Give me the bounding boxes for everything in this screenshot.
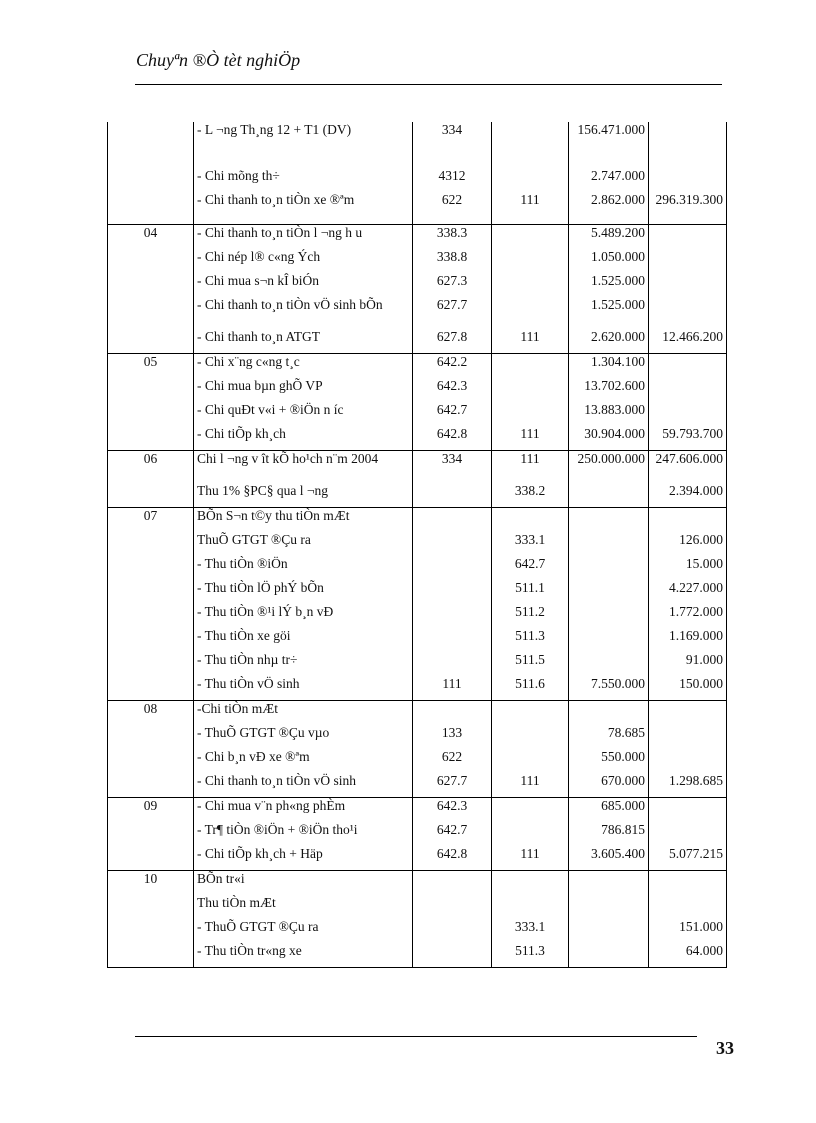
cell-desc: - Chi b¸n vÐ xe ®ªm	[194, 749, 413, 773]
cell-debit	[413, 895, 492, 919]
cell-amount: 2.862.000	[569, 192, 649, 225]
cell-credit	[492, 402, 569, 426]
cell-credit	[492, 273, 569, 297]
cell-credit: 111	[492, 451, 569, 484]
cell-desc: - Chi mua s¬n kÎ biÓn	[194, 273, 413, 297]
cell-total	[649, 871, 727, 896]
cell-debit	[413, 604, 492, 628]
cell-no: 07	[108, 508, 194, 533]
cell-no	[108, 329, 194, 354]
cell-total	[649, 122, 727, 168]
cell-desc: Thu 1% §PC§ qua l ¬ng	[194, 483, 413, 508]
cell-credit	[492, 508, 569, 533]
cell-no	[108, 556, 194, 580]
cell-debit: 642.3	[413, 798, 492, 823]
table-row	[108, 943, 727, 968]
table-row	[108, 378, 727, 402]
cell-amount: 786.815	[569, 822, 649, 846]
table-row	[108, 871, 727, 896]
cell-desc: BÕn tr«i	[194, 871, 413, 896]
table-row	[108, 192, 727, 225]
cell-amount: 1.525.000	[569, 273, 649, 297]
cell-credit	[492, 822, 569, 846]
page-header-title: Chuyªn ®Ò tèt nghiÖp	[136, 50, 301, 70]
cell-desc: - Chi thanh to¸n tiÒn vÖ sinh	[194, 773, 413, 798]
cell-no	[108, 943, 194, 968]
cell-amount	[569, 895, 649, 919]
cell-no: 09	[108, 798, 194, 823]
cell-desc: BÕn S¬n t©y thu tiÒn mÆt	[194, 508, 413, 533]
cell-total	[649, 354, 727, 379]
table-row	[108, 725, 727, 749]
cell-debit	[413, 556, 492, 580]
cell-amount	[569, 919, 649, 943]
table-row	[108, 451, 727, 484]
table-row	[108, 297, 727, 329]
table-row	[108, 822, 727, 846]
cell-no	[108, 749, 194, 773]
cell-desc: - Chi thanh to¸n ATGT	[194, 329, 413, 354]
cell-total: 91.000	[649, 652, 727, 676]
cell-debit	[413, 919, 492, 943]
table-row	[108, 249, 727, 273]
cell-amount: 1.525.000	[569, 297, 649, 329]
cell-total	[649, 297, 727, 329]
cell-no	[108, 895, 194, 919]
cell-amount: 550.000	[569, 749, 649, 773]
cell-amount: 13.702.600	[569, 378, 649, 402]
cell-credit: 511.1	[492, 580, 569, 604]
cell-desc: - Thu tiÒn tr«ng xe	[194, 943, 413, 968]
header-rule	[135, 84, 722, 85]
cell-no	[108, 532, 194, 556]
cell-desc: - Chi tiÕp kh¸ch + Häp	[194, 846, 413, 871]
cell-amount	[569, 508, 649, 533]
cell-credit: 511.5	[492, 652, 569, 676]
table-row	[108, 402, 727, 426]
table-row	[108, 580, 727, 604]
table-row	[108, 532, 727, 556]
cell-credit	[492, 354, 569, 379]
cell-no: 06	[108, 451, 194, 508]
cell-desc: - Chi thanh to¸n tiÒn xe ®ªm	[194, 192, 413, 225]
cell-no	[108, 846, 194, 871]
cell-total: 64.000	[649, 943, 727, 968]
page-number: 33	[716, 1038, 734, 1058]
table-row	[108, 919, 727, 943]
cell-no: 04	[108, 225, 194, 250]
cell-credit	[492, 749, 569, 773]
cell-debit: 622	[413, 749, 492, 773]
table-row	[108, 773, 727, 798]
cell-amount: 156.471.000	[569, 122, 649, 168]
cell-total: 247.606.000	[649, 451, 727, 484]
cell-debit	[413, 580, 492, 604]
cell-no	[108, 580, 194, 604]
cell-credit	[492, 798, 569, 823]
table-row	[108, 508, 727, 533]
cell-credit: 511.3	[492, 943, 569, 968]
cell-amount: 30.904.000	[569, 426, 649, 451]
table-row	[108, 798, 727, 823]
cell-debit: 642.2	[413, 354, 492, 379]
cell-credit: 333.1	[492, 532, 569, 556]
cell-desc: - Chi x¨ng c«ng t¸c	[194, 354, 413, 379]
cell-debit: 642.3	[413, 378, 492, 402]
cell-credit	[492, 701, 569, 726]
cell-no	[108, 402, 194, 426]
cell-no: 08	[108, 701, 194, 726]
cell-total: 150.000	[649, 676, 727, 701]
cell-debit	[413, 871, 492, 896]
cell-total: 4.227.000	[649, 580, 727, 604]
cell-no: 10	[108, 871, 194, 896]
cell-no	[108, 192, 194, 225]
cell-debit: 622	[413, 192, 492, 225]
cell-amount: 7.550.000	[569, 676, 649, 701]
table-row	[108, 676, 727, 701]
cell-total: 1.169.000	[649, 628, 727, 652]
cell-no	[108, 725, 194, 749]
cell-total	[649, 378, 727, 402]
cell-credit: 111	[492, 846, 569, 871]
cell-desc: - L ¬ng Th¸ng 12 + T1 (DV)	[194, 122, 413, 168]
cell-amount: 2.747.000	[569, 168, 649, 192]
cell-total	[649, 749, 727, 773]
cell-credit	[492, 871, 569, 896]
cell-debit: 642.8	[413, 426, 492, 451]
cell-total	[649, 725, 727, 749]
ledger-table	[107, 122, 727, 968]
cell-desc: - Thu tiÒn ®¹i lÝ b¸n vÐ	[194, 604, 413, 628]
cell-desc: - Chi nép l® c«ng Ých	[194, 249, 413, 273]
cell-total: 126.000	[649, 532, 727, 556]
cell-desc: - Chi quÐt v«i + ®iÖn n íc	[194, 402, 413, 426]
cell-amount: 5.489.200	[569, 225, 649, 250]
cell-total: 5.077.215	[649, 846, 727, 871]
cell-credit: 511.6	[492, 676, 569, 701]
cell-no: 05	[108, 354, 194, 379]
cell-desc: - Thu tiÒn vÖ sinh	[194, 676, 413, 701]
cell-debit: 627.8	[413, 329, 492, 354]
cell-credit: 111	[492, 329, 569, 354]
cell-amount: 670.000	[569, 773, 649, 798]
cell-debit	[413, 628, 492, 652]
cell-total	[649, 225, 727, 250]
cell-no	[108, 628, 194, 652]
cell-total: 1.772.000	[649, 604, 727, 628]
cell-debit: 627.3	[413, 273, 492, 297]
cell-credit	[492, 895, 569, 919]
cell-debit	[413, 701, 492, 726]
cell-credit: 511.3	[492, 628, 569, 652]
cell-amount: 2.620.000	[569, 329, 649, 354]
cell-debit: 338.3	[413, 225, 492, 250]
cell-total	[649, 273, 727, 297]
cell-total	[649, 701, 727, 726]
cell-debit: 334	[413, 451, 492, 508]
cell-total: 2.394.000	[649, 483, 727, 508]
cell-credit	[492, 249, 569, 273]
cell-amount: 78.685	[569, 725, 649, 749]
cell-total	[649, 822, 727, 846]
cell-amount: 1.050.000	[569, 249, 649, 273]
cell-desc: Chi l ¬ng v ît kÕ ho¹ch n¨m 2004	[194, 451, 413, 484]
cell-desc: Thu tiÒn mÆt	[194, 895, 413, 919]
cell-amount	[569, 701, 649, 726]
cell-no	[108, 249, 194, 273]
cell-credit: 111	[492, 192, 569, 225]
table-row	[108, 628, 727, 652]
cell-total	[649, 168, 727, 192]
cell-debit: 111	[413, 676, 492, 701]
cell-credit	[492, 378, 569, 402]
cell-no	[108, 822, 194, 846]
cell-no	[108, 604, 194, 628]
cell-total: 12.466.200	[649, 329, 727, 354]
cell-no	[108, 168, 194, 192]
cell-credit: 111	[492, 426, 569, 451]
cell-debit	[413, 652, 492, 676]
cell-amount: 685.000	[569, 798, 649, 823]
cell-desc: ThuÕ GTGT ®Çu ra	[194, 532, 413, 556]
cell-desc: -Chi tiÒn mÆt	[194, 701, 413, 726]
table-row	[108, 168, 727, 192]
cell-debit	[413, 532, 492, 556]
cell-amount	[569, 628, 649, 652]
cell-debit: 642.7	[413, 402, 492, 426]
table-row	[108, 556, 727, 580]
cell-desc: - Chi thanh to¸n tiÒn l ¬ng h u	[194, 225, 413, 250]
cell-debit	[413, 943, 492, 968]
cell-no	[108, 676, 194, 701]
cell-desc: - Chi mua bµn ghÕ VP	[194, 378, 413, 402]
cell-desc: - Chi tiÕp kh¸ch	[194, 426, 413, 451]
cell-debit: 627.7	[413, 773, 492, 798]
cell-no	[108, 919, 194, 943]
cell-no	[108, 273, 194, 297]
table-row	[108, 846, 727, 871]
cell-amount	[569, 604, 649, 628]
cell-amount: 250.000.000	[569, 451, 649, 508]
footer-rule	[135, 1036, 697, 1037]
cell-credit	[492, 168, 569, 192]
cell-debit: 338.8	[413, 249, 492, 273]
cell-amount	[569, 871, 649, 896]
table-row	[108, 122, 727, 168]
cell-no	[108, 426, 194, 451]
cell-amount	[569, 556, 649, 580]
cell-total	[649, 508, 727, 533]
table-row	[108, 895, 727, 919]
cell-debit: 627.7	[413, 297, 492, 329]
cell-desc: - Thu tiÒn nhµ tr÷	[194, 652, 413, 676]
cell-credit	[492, 297, 569, 329]
cell-desc: - Thu tiÒn ®iÖn	[194, 556, 413, 580]
cell-no	[108, 122, 194, 168]
cell-debit: 4312	[413, 168, 492, 192]
cell-no	[108, 378, 194, 402]
cell-credit: 511.2	[492, 604, 569, 628]
table-row	[108, 354, 727, 379]
table-row	[108, 329, 727, 354]
cell-debit: 133	[413, 725, 492, 749]
table-row	[108, 426, 727, 451]
cell-total: 1.298.685	[649, 773, 727, 798]
cell-total	[649, 798, 727, 823]
cell-desc: - ThuÕ GTGT ®Çu ra	[194, 919, 413, 943]
cell-total: 15.000	[649, 556, 727, 580]
cell-no	[108, 297, 194, 329]
cell-debit: 642.7	[413, 822, 492, 846]
cell-credit	[492, 122, 569, 168]
cell-amount	[569, 652, 649, 676]
cell-desc: - Chi mua v¨n ph«ng phÈm	[194, 798, 413, 823]
cell-total: 296.319.300	[649, 192, 727, 225]
cell-credit	[492, 225, 569, 250]
cell-desc: - Chi thanh to¸n tiÒn vÖ sinh bÕn	[194, 297, 413, 329]
cell-desc: - Chi mõng th÷	[194, 168, 413, 192]
cell-no	[108, 652, 194, 676]
cell-credit	[492, 725, 569, 749]
cell-no	[108, 773, 194, 798]
cell-credit: 111	[492, 773, 569, 798]
cell-amount	[569, 580, 649, 604]
table-row	[108, 225, 727, 250]
cell-total	[649, 895, 727, 919]
cell-desc: - ThuÕ GTGT ®Çu vµo	[194, 725, 413, 749]
cell-debit	[413, 508, 492, 533]
table-row	[108, 652, 727, 676]
cell-amount	[569, 943, 649, 968]
cell-credit: 642.7	[492, 556, 569, 580]
cell-total	[649, 249, 727, 273]
cell-credit: 333.1	[492, 919, 569, 943]
cell-total: 59.793.700	[649, 426, 727, 451]
cell-amount: 3.605.400	[569, 846, 649, 871]
cell-credit: 338.2	[492, 483, 569, 508]
cell-amount: 13.883.000	[569, 402, 649, 426]
table-row	[108, 749, 727, 773]
table-row	[108, 273, 727, 297]
cell-desc: - Thu tiÒn xe göi	[194, 628, 413, 652]
cell-desc: - Thu tiÒn lÖ phÝ bÕn	[194, 580, 413, 604]
cell-debit: 642.8	[413, 846, 492, 871]
table-row	[108, 701, 727, 726]
cell-debit: 334	[413, 122, 492, 168]
cell-total: 151.000	[649, 919, 727, 943]
table-row	[108, 604, 727, 628]
cell-amount: 1.304.100	[569, 354, 649, 379]
cell-desc: - Tr¶ tiÒn ®iÖn + ®iÖn tho¹i	[194, 822, 413, 846]
cell-amount	[569, 532, 649, 556]
cell-total	[649, 402, 727, 426]
